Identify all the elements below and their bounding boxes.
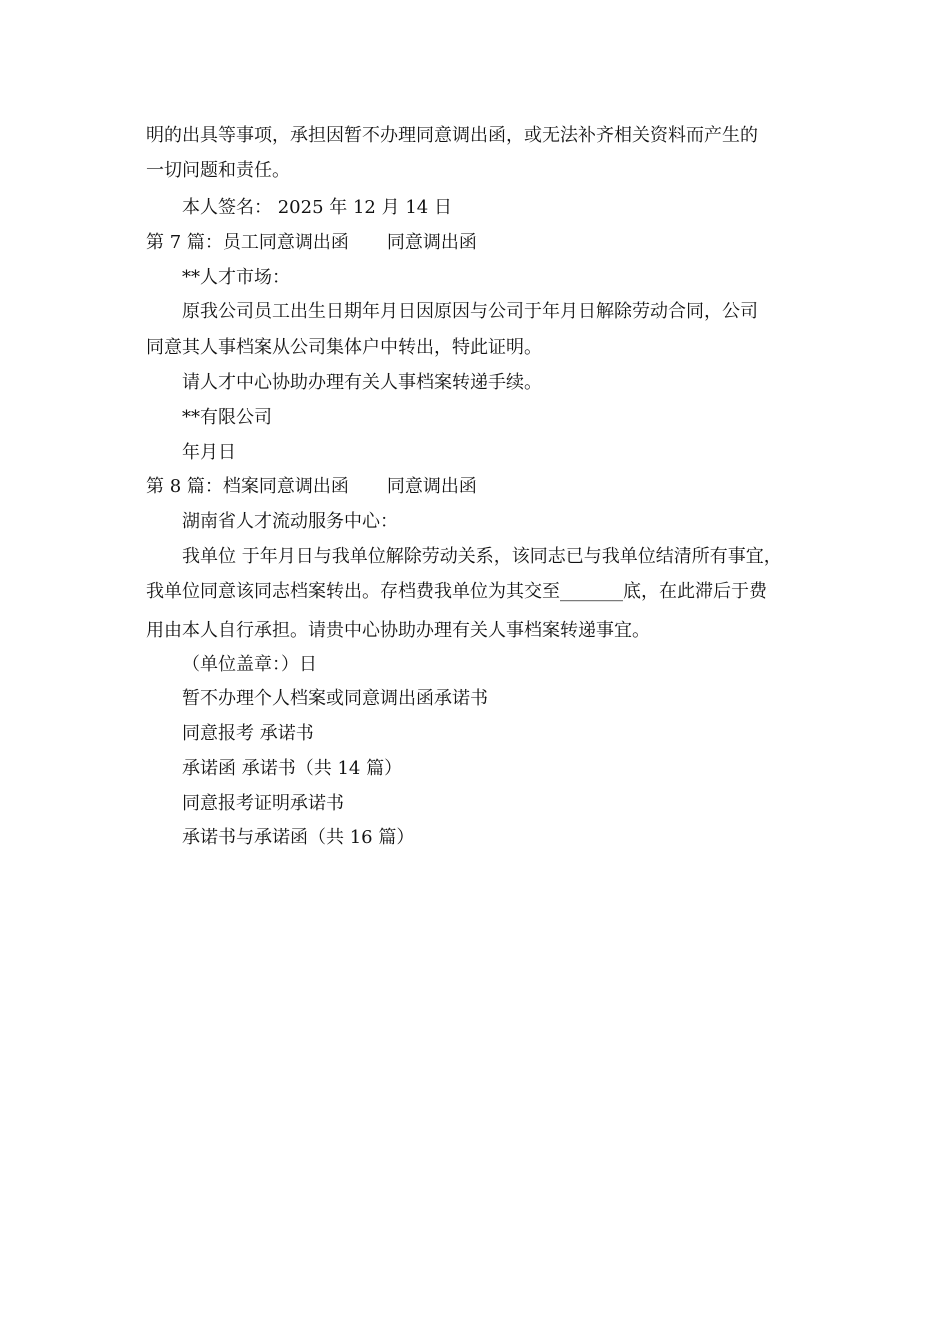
section-8-seal: （单位盖章：）日 (182, 654, 317, 675)
section-8-salutation: 湖南省人才流动服务中心： (182, 511, 398, 532)
section-7-heading (146, 231, 477, 255)
section-8-heading (146, 475, 477, 499)
related-link[interactable]: 同意报考 承诺书 (182, 723, 314, 744)
section-7-request: 请人才中心协助办理有关人事档案转递手续。 (182, 372, 542, 393)
section-7-date: 年月日 (182, 442, 236, 463)
related-link[interactable]: 暂不办理个人档案或同意调出函承诺书 (182, 688, 488, 709)
related-link[interactable]: 承诺书与承诺函（共 16 篇） (182, 827, 415, 848)
section-7-salutation: **人才市场： (182, 267, 290, 288)
section-7-subtitle: 同意调出函 (386, 232, 477, 253)
related-link[interactable]: 承诺函 承诺书（共 14 篇） (182, 758, 403, 779)
section-8-body-line: 我单位同意该同志档案转出。存档费我单位为其交至_______底，在此滞后于费 (146, 581, 767, 602)
section-7-body-line: 原我公司员工出生日期年月日因原因与公司于年月日解除劳动合同，公司 (182, 301, 758, 322)
section-7-body-line: 同意其人事档案从公司集体户中转出，特此证明。 (146, 337, 542, 358)
section-8-body-line: 用由本人自行承担。请贵中心协助办理有关人事档案转递事宜。 (146, 620, 650, 641)
signature-line: 本人签名： 2025 年 12 月 14 日 (182, 197, 452, 218)
section-8-body-line: 我单位 于年月日与我单位解除劳动关系，该同志已与我单位结清所有事宜， (182, 546, 782, 567)
section-8-subtitle: 同意调出函 (386, 476, 477, 497)
paragraph-line: 一切问题和责任。 (146, 160, 290, 181)
paragraph-line: 明的出具等事项，承担因暂不办理同意调出函，或无法补齐相关资料而产生的 (146, 125, 758, 146)
section-7-title: 第 7 篇：员工同意调出函 (146, 232, 349, 253)
related-link[interactable]: 同意报考证明承诺书 (182, 793, 344, 814)
section-8-title: 第 8 篇：档案同意调出函 (146, 476, 349, 497)
section-7-company: **有限公司 (182, 407, 272, 428)
